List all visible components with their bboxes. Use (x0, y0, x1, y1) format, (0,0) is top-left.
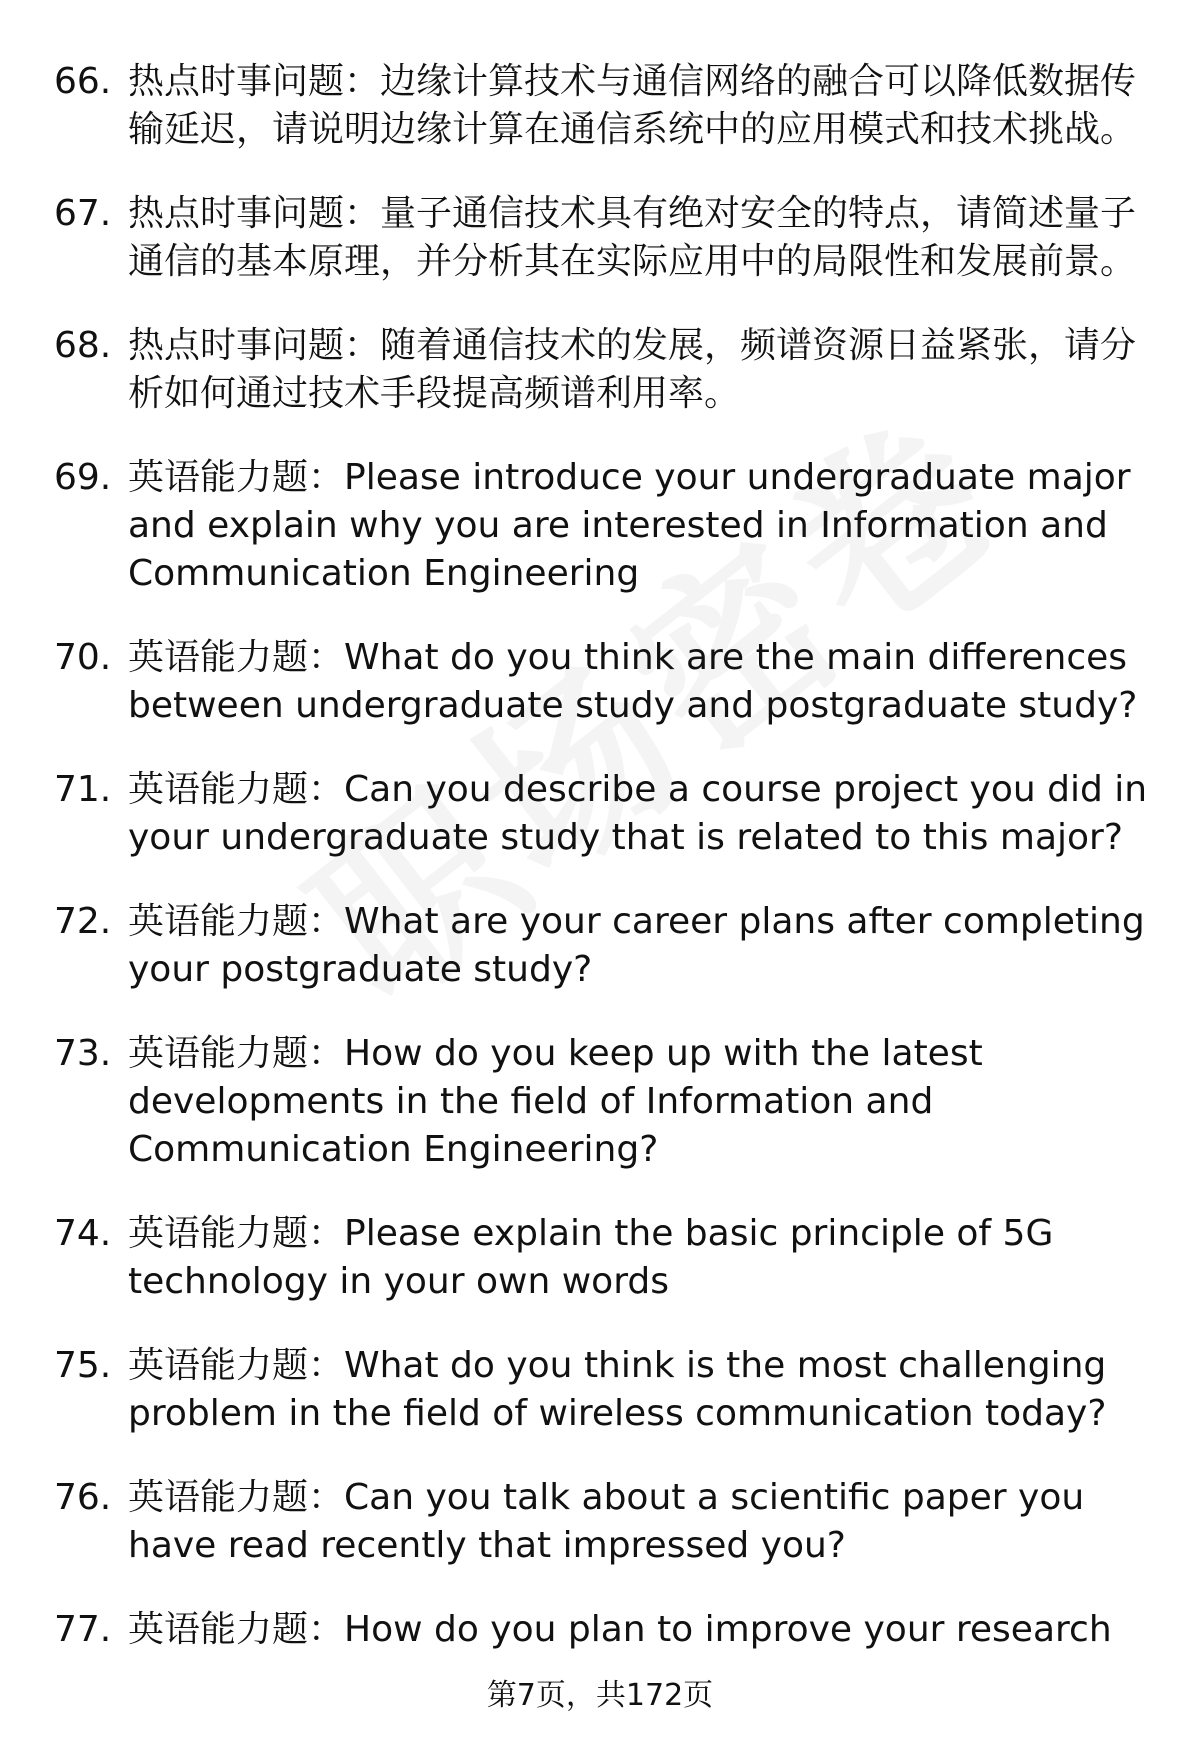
question-item-77 (54, 1606, 1164, 1654)
question-text: 英语能力题：What do you think is the most challenging problem in the field of wireless communication today? (128, 1345, 1107, 1434)
question-number: 67. (54, 193, 112, 234)
question-text: 英语能力题：Please explain the basic principle of 5G technology in your own words (128, 1213, 1054, 1302)
question-text: 英语能力题：Can you describe a course project you did in your undergraduate study that is related to this major? (128, 769, 1148, 858)
question-item-69 (54, 454, 1164, 598)
page-footer: 第7页，共172页 (486, 1678, 714, 1713)
question-text: 热点时事问题：边缘计算技术与通信网络的融合可以降低数据传输延迟，请说明边缘计算在通信系统中的应用模式和技术挑战。 (128, 61, 1137, 150)
question-item-75 (54, 1342, 1164, 1438)
question-text: 热点时事问题：量子通信技术具有绝对安全的特点，请简述量子通信的基本原理，并分析其在实际应用中的局限性和发展前景。 (128, 193, 1137, 282)
question-item-76 (54, 1474, 1164, 1570)
question-item-74 (54, 1210, 1164, 1306)
question-number: 74. (54, 1213, 112, 1254)
question-number: 72. (54, 901, 112, 942)
question-item-68 (54, 322, 1164, 418)
question-item-71 (54, 766, 1164, 862)
question-text: 英语能力题：What do you think are the main differences between undergraduate study and postgraduate study? (128, 637, 1138, 726)
question-number: 71. (54, 769, 112, 810)
question-item-70 (54, 634, 1164, 730)
question-number: 75. (54, 1345, 112, 1386)
question-text: 英语能力题：Can you talk about a scientific paper you have read recently that impressed you? (128, 1477, 1085, 1566)
question-text: 英语能力题：How do you plan to improve your research (128, 1609, 1112, 1650)
question-number: 68. (54, 325, 112, 366)
question-text: 英语能力题：Please introduce your undergraduate major and explain why you are interested in Information and Communication Engineering (128, 457, 1131, 594)
question-item-67 (54, 190, 1164, 286)
question-text: 英语能力题：How do you keep up with the latest developments in the field of Information and Communication Engineering? (128, 1033, 983, 1170)
question-item-72 (54, 898, 1164, 994)
question-number: 73. (54, 1033, 112, 1074)
question-list (54, 58, 1164, 1690)
question-item-73 (54, 1030, 1164, 1174)
question-text: 英语能力题：What are your career plans after completing your postgraduate study? (128, 901, 1145, 990)
question-number: 70. (54, 637, 112, 678)
question-text: 热点时事问题：随着通信技术的发展，频谱资源日益紧张，请分析如何通过技术手段提高频谱利用率。 (128, 325, 1137, 414)
question-number: 77. (54, 1609, 112, 1650)
question-number: 76. (54, 1477, 112, 1518)
question-number: 66. (54, 61, 112, 102)
question-item-66 (54, 58, 1164, 154)
question-number: 69. (54, 457, 112, 498)
